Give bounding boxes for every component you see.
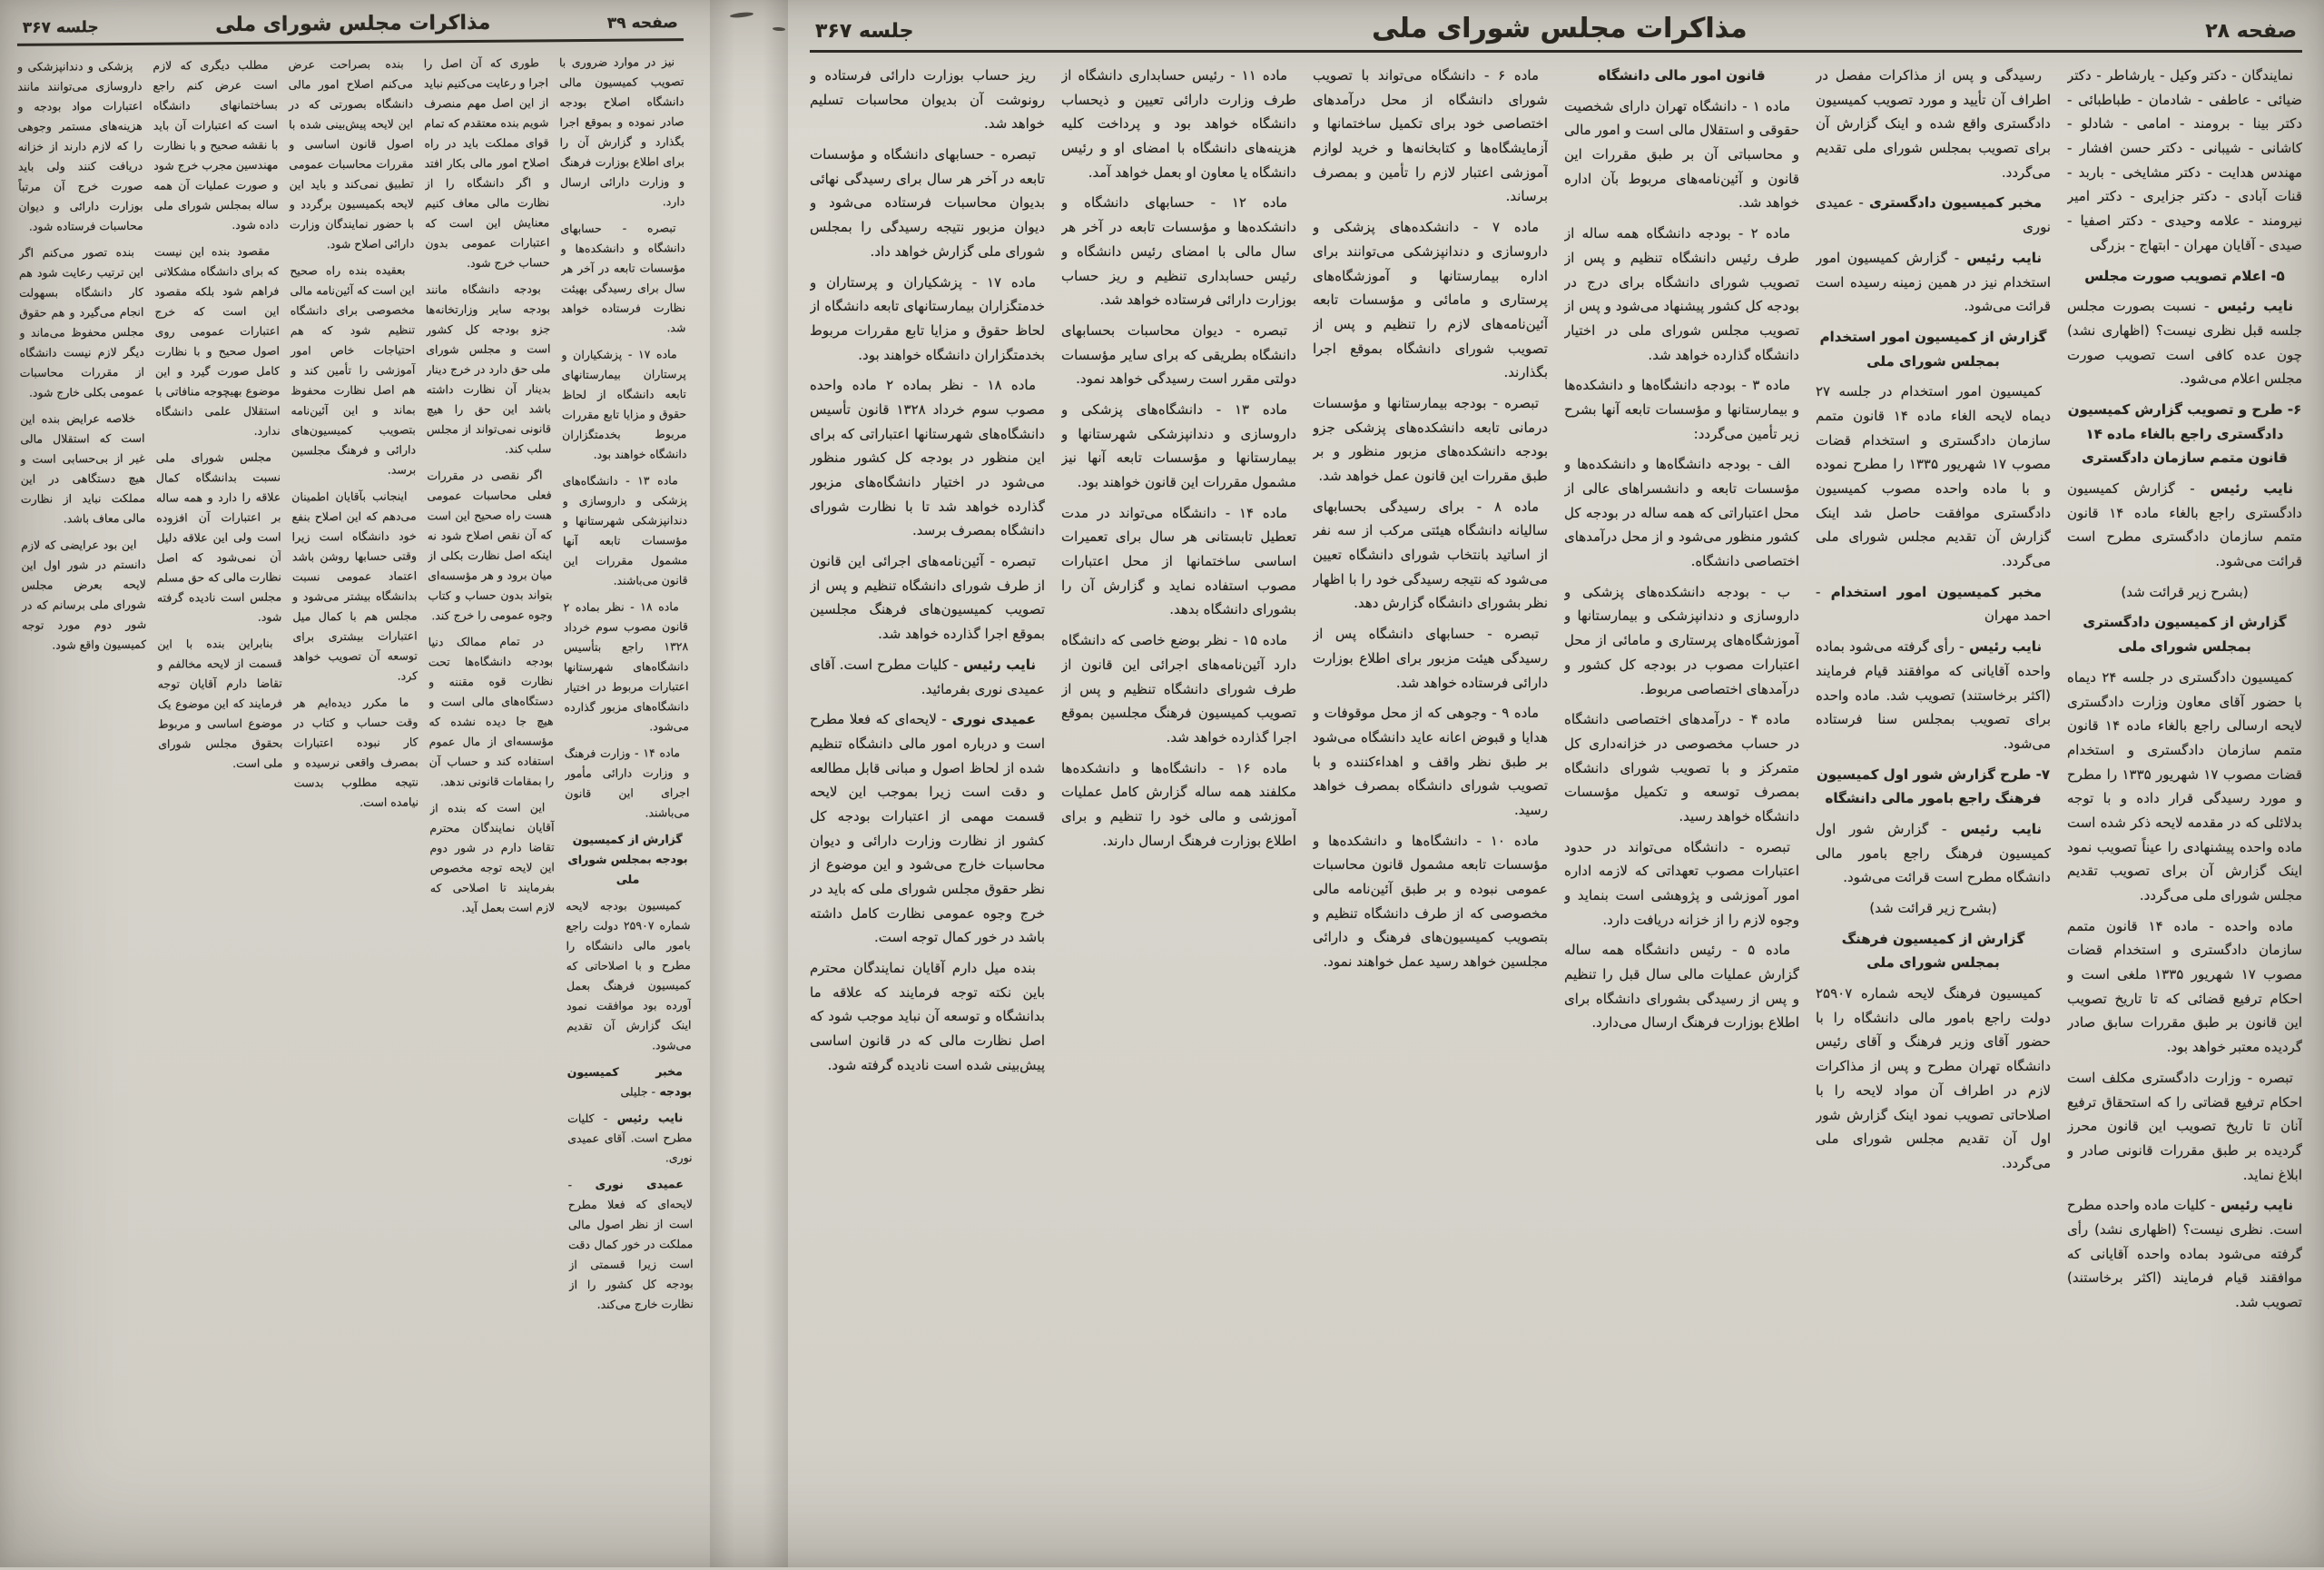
paragraph: این بود عرایضی که لازم دانستم در شور اول این لایحه بعرض مجلس شورای ملی برسانم که در شور دوم مورد توجه کمیسیون واقع شود. — [21, 537, 147, 652]
paragraph: طوری که آن اصل را اجرا و رعایت می‌کنیم نباید از این اصل مهم منصرف شویم بنده معتقدم که تمام قوای مملکت باید در راه اصلاح امور مالی بکار افتد و اگر دانشگاه را از نظارت مالی معاف کنیم معنایش این است که اعتبارات عمومی بدون حساب خرج شود. — [423, 55, 550, 271]
paragraph: ماده ۳ - بودجه دانشگاه‌ها و دانشکده‌ها و بیمارستانها و مؤسسات تابعه آنها بشرح زیر تأمین می‌گردد: — [1564, 377, 1799, 442]
paragraph: مقصود بنده این نیست که برای دانشگاه مشکلاتی فراهم شود بلکه مقصود این است که خرج اعتبارات عمومی روی اصول صحیح و با نظارت کامل صورت گیرد و این موضوع بهیچوجه منافاتی با استقلال علمی دانشگاه ندارد. — [153, 243, 281, 438]
paragraph: ما مکرر دیده‌ایم هر وقت حساب و کتاب در کار نبوده اعتبارات بمصرف واقعی نرسیده و نتیجه مطلوب بدست نیامده است. — [292, 695, 419, 809]
paragraph: تبصره - دانشگاه می‌تواند در حدود اعتبارات مصوب تعهداتی که لازمه اداره امور آموزشی و پژوهشی است بنماید و وجوه لازم را از خزانه دریافت دارد. — [1564, 838, 1799, 928]
paragraph: مطلب دیگری که لازم است عرض کنم راجع بساختمانهای دانشگاه است که اعتبارات آن باید با نقشه صحیح و با نظارت مهندسین مجرب خرج شود و صورت عملیات آن همه ساله بمجلس شورای ملی داده شود. — [153, 57, 279, 232]
speaker-name: نایب رئیس — [1946, 820, 2042, 837]
paragraph: ماده ۹ - وجوهی که از محل موقوفات و هدایا و قبوض اعانه عاید دانشگاه می‌شود بر طبق نظر واقف و اهداءکننده و با تصویب شورای دانشگاه بمصرف خواهد رسید. — [1313, 705, 1548, 818]
page-number: صفحه ۲۸ — [2205, 20, 2297, 43]
text-column — [810, 64, 1045, 1560]
page-number: صفحه ۳۹ — [606, 14, 678, 33]
paragraph: بنده تصور می‌کنم اگر این ترتیب رعایت شود هم کار دانشگاه بسهولت انجام می‌گیرد و هم حقوق مجلس محفوظ می‌ماند و دیگر لازم نیست دانشگاه از مقررات محاسبات عمومی بکلی خارج شود. — [18, 244, 145, 400]
paragraph: ماده ۱۰ - دانشگاه‌ها و دانشکده‌ها و مؤسسات تابعه مشمول قانون محاسبات عمومی نبوده و بر طبق آئین‌نامه مالی مخصوصی که از طرف دانشگاه تنظیم و بتصویب کمیسیون‌های فرهنگ و دارائی مجلسین خواهد رسید عمل خواهند نمود. — [1313, 832, 1548, 971]
speaker-name: عمیدی نوری — [572, 1177, 684, 1192]
paragraph: ماده ۲ - بودجه دانشگاه همه ساله از طرف رئیس دانشگاه تنظیم و پس از تصویب شورای دانشگاه برای درج در بودجه کل کشور پیشنهاد می‌شود و پس از تصویب مجلس شورای ملی در اختیار دانشگاه گذارده خواهد شد. — [1564, 225, 1799, 363]
paragraph: اینجانب بآقایان اطمینان می‌دهم که این اصلاح بنفع خود دانشگاه است زیرا وقتی حسابها روشن باشد اعتماد عمومی نسبت بدانشگاه بیشتر می‌شود و مجلس هم با کمال میل اعتبارات بیشتری برای توسعه آن تصویب خواهد کرد. — [291, 489, 419, 683]
paragraph: اگر نقصی در مقررات فعلی محاسبات عمومی هست راه صحیح این است که آن نقص اصلاح شود نه اینکه اصل نظارت بکلی از میان برود و هر مؤسسه‌ای بتواند بدون حساب و کتاب وجوه عمومی را خرج کند. — [427, 468, 553, 623]
text-columns — [17, 52, 695, 1563]
masthead: مذاکرات مجلس شورای ملی — [1372, 13, 1748, 44]
paragraph: ماده ۷ - دانشکده‌های پزشکی و داروسازی و دندانپزشکی می‌توانند برای اداره بیمارستانها و آموزشگاه‌های پرستاری و مامائی و مؤسسات تابعه آئین‌نامه‌های لازم را تنظیم و پس از تصویب شورای دانشگاه بموقع اجرا بگذارند. — [1313, 219, 1548, 381]
speaker-name: نایب رئیس — [958, 656, 1036, 673]
section-heading: ۶- طرح و تصویب گزارش کمیسیون دادگستری راجع بالغاء ماده ۱۴ قانون متمم سازمان دادگستری — [2067, 400, 2302, 467]
speech-paragraph: نایب رئیس - گزارش شور اول کمیسیون فرهنگ راجع بامور مالی دانشگاه مطرح است قرائت می‌شود. — [1816, 820, 2051, 886]
paragraph: ماده ۱۴ - دانشگاه می‌تواند در مدت تعطیل تابستانی هر سال برای تعمیرات اساسی ساختمانها از محل اعتبارات مصوب استفاده نماید و گزارش آن را بشورای دانشگاه بدهد. — [1061, 504, 1296, 618]
speech-paragraph: نایب رئیس - نسبت بصورت مجلس جلسه قبل نظری نیست؟ (اظهاری نشد) چون عده کافی است تصویب صورت مجلس اعلام می‌شود. — [2067, 298, 2302, 388]
speaker-name: نایب رئیس — [1959, 249, 2042, 266]
paragraph: ماده ۱۸ - نظر بماده ۲ ماده واحده مصوب سوم خرداد ۱۳۲۸ قانون تأسیس دانشگاه‌های شهرستانها اعتباراتی که برای این منظور در بودجه کل کشور منظور می‌شود در اختیار دانشگاه‌های مزبور گذارده خواهد شد تا با نظارت شورای دانشگاه بمصرف برسد. — [810, 377, 1045, 539]
text-columns — [810, 64, 2302, 1560]
paragraph: رسیدگی و پس از مذاکرات مفصل در اطراف آن تأیید و مورد تصویب کمیسیون دادگستری واقع شده و اینک گزارش آن برای تصویب بمجلس شورای ملی تقدیم می‌گردد. — [1816, 67, 2051, 181]
session-label: جلسه ۳۶۷ — [815, 20, 914, 43]
speech-paragraph: نایب رئیس - کلیات مطرح است. آقای عمیدی نوری بفرمائید. — [810, 656, 1045, 697]
speech-paragraph: مخبر کمیسیون امور استخدام - احمد مهران — [1816, 583, 2051, 625]
speaker-name: نایب رئیس — [2194, 480, 2293, 497]
paragraph: کمیسیون امور استخدام در جلسه ۲۷ دیماه لایحه الغاء ماده ۱۴ قانون متمم سازمان دادگستری و استخدام قضات مصوب ۱۷ شهریور ۱۳۳۵ را مطرح نموده و با ماده واحده مصوب کمیسیون دادگستری موافقت حاصل شد اینک گزارش آن تقدیم مجلس شورای ملی می‌گردد. — [1816, 383, 2051, 570]
paragraph: تبصره - حسابهای دانشگاه پس از رسیدگی هیئت مزبور برای اطلاع بوزارت دارائی فرستاده خواهد شد. — [1313, 626, 1548, 691]
paragraph: الف - بودجه دانشگاه‌ها و دانشکده‌ها و مؤسسات تابعه و دانشسراهای عالی از محل اعتباراتی که همه ساله در بودجه کل کشور منظور می‌شود و از محل درآمدهای اختصاصی دانشگاه. — [1564, 456, 1799, 570]
paragraph: ماده ۱ - دانشگاه تهران دارای شخصیت حقوقی و استقلال مالی است و امور مالی و محاسباتی آن بر طبق مقررات این قانون و آئین‌نامه‌های مربوط بآن اداره خواهد شد. — [1564, 97, 1799, 212]
text-column — [17, 56, 153, 1563]
speaker-name: نایب رئیس — [2209, 298, 2293, 315]
speech-paragraph: عمیدی نوری - لایحه‌ای که فعلا مطرح است و درباره امور مالی دانشگاه تنظیم شده از لحاظ اصول و مبانی قابل مطالعه و دقت است زیرا بموجب این لایحه قسمت مهمی از اعتبارات بودجه کل کشور از نظارت وزارت دارائی و دیوان محاسبات خارج می‌شود و این موضوع از نظر حقوق مجلس شورای ملی که باید در خرج وجوه عمومی نظارت کامل داشته باشد در خور کمال توجه است. — [810, 711, 1045, 946]
paragraph: بنده میل دارم آقایان نمایندگان محترم باین نکته توجه فرمایند که علاقه ما بدانشگاه و توسعه آن نباید موجب شود که اصل نظارت مالی که در قانون اساسی پیش‌بینی شده است نادیده گرفته شود. — [810, 960, 1045, 1073]
page-fold — [710, 0, 788, 1567]
paragraph: تبصره - آئین‌نامه‌های اجرائی این قانون از طرف شورای دانشگاه تنظیم و پس از تصویب کمیسیون‌های فرهنگ مجلسین بموقع اجرا گذارده خواهد شد. — [810, 553, 1045, 643]
paragraph: ماده ۱۷ - پزشکیاران و پرستاران بیمارستانهای تابعه دانشگاه از لحاظ حقوق و مزایا تابع مقررات مربوط بخدمتگزاران دانشگاه خواهند بود. — [561, 347, 687, 461]
masthead: مذاکرات مجلس شورای ملی — [215, 11, 491, 37]
paragraph: ریز حساب بوزارت دارائی فرستاده و رونوشت آن بدیوان محاسبات تسلیم خواهد شد. — [810, 67, 1045, 133]
paragraph: تبصره - حسابهای دانشگاه و مؤسسات تابعه در آخر هر سال برای رسیدگی نهائی بدیوان محاسبات فرستاده می‌شود و دیوان مزبور نتیجه رسیدگی را بمجلس شورای ملی گزارش خواهد داد. — [810, 146, 1045, 260]
text-column — [1816, 64, 2051, 1560]
paragraph: بودجه دانشگاه مانند بودجه سایر وزارتخانه‌ها جزو بودجه کل کشور است و مجلس شورای ملی حق دارد در خرج دینار بدینار آن نظارت داشته باشد این حق را هیچ قانونی نمی‌تواند از مجلس سلب کند. — [425, 281, 552, 456]
paragraph: تبصره - بودجه بیمارستانها و مؤسسات درمانی تابعه دانشکده‌های پزشکی جزو بودجه دانشکده‌های مزبور منظور و بر طبق مقررات این قانون عمل خواهد شد. — [1313, 394, 1548, 484]
paragraph: کمیسیون بودجه لایحه شماره ۲۵۹۰۷ دولت راجع بامور مالی دانشگاه را مطرح و با اصلاحاتی که کمیسیون فرهنگ بعمل آورده بود موافقت نمود اینک گزارش آن تقدیم می‌شود. — [566, 898, 692, 1052]
text-column — [153, 55, 289, 1562]
text-column — [1313, 64, 1548, 1560]
text-column — [424, 53, 560, 1559]
speech-paragraph: نایب رئیس - کلیات مطرح است. آقای عمیدی نوری. — [566, 1111, 693, 1165]
speaker-name: مخبر کمیسیون بودجه — [566, 1064, 693, 1099]
report-title: گزارش از کمیسیون امور استخدام بمجلس شورای ملی — [1819, 328, 2047, 370]
text-column — [2067, 64, 2302, 1560]
report-title: قانون امور مالی دانشگاه — [1598, 67, 1766, 84]
paragraph: ماده ۱۳ - دانشگاه‌های پزشکی و داروسازی و دندانپزشکی شهرستانها و بیمارستانها و مؤسسات تابعه آنها نیز مشمول مقررات این قانون خواهند بود. — [1061, 400, 1296, 490]
paragraph: این است که بنده از آقایان نمایندگان محترم تقاضا دارم در شور دوم این لایحه توجه مخصوص بفرمایند تا اصلاحی که لازم است بعمل آید. — [429, 800, 556, 915]
paragraph: ماده ۱۶ - دانشگاه‌ها و دانشکده‌ها مکلفند همه ساله گزارش کامل عملیات آموزشی و مالی خود را تنظیم و برای اطلاع بوزارت فرهنگ ارسال دارند. — [1061, 759, 1296, 849]
text-column — [288, 54, 424, 1560]
paragraph: تبصره - دیوان محاسبات بحسابهای دانشگاه بطریقی که برای سایر مؤسسات دولتی مقرر است رسیدگی خواهد نمود. — [1061, 321, 1296, 388]
paragraph: ماده ۱۷ - پزشکیاران و پرستاران و خدمتگزاران بیمارستانهای تابعه دانشگاه از لحاظ حقوق و مزایا تابع مقررات مربوط بخدمتگزاران دانشگاه خواهند بود. — [810, 273, 1045, 363]
page-right — [788, 0, 2324, 1567]
text-column — [1061, 64, 1296, 1560]
paragraph: ماده ۱۲ - حسابهای دانشگاه و دانشکده‌ها و مؤسسات تابعه در آخر هر سال مالی با امضای رئیس دانشگاه و رئیس حسابداری تنظیم و ریز حساب بوزارت دارائی فرستاده خواهد شد. — [1061, 194, 1296, 309]
paragraph: ماده ۱۱ - رئیس حسابداری دانشگاه از طرف وزارت دارائی تعیین و ذیحساب دانشگاه خواهد بود و پرداخت کلیه هزینه‌های دانشگاه با امضای او و رئیس دانشگاه یا معاون او بعمل خواهد آمد. — [1061, 67, 1296, 181]
session-label: جلسه ۳۶۷ — [22, 18, 99, 37]
paragraph: بعقیده بنده راه صحیح این است که آئین‌نامه مالی مخصوصی برای دانشگاه تنظیم شود که هم احتیاجات خاص امور آموزشی را تأمین کند و هم اصل نظارت محفوظ بماند و این آئین‌نامه بتصویب کمیسیون‌های دارائی و فرهنگ مجلسین برسد. — [290, 262, 417, 477]
speaker-name: نایب رئیس — [607, 1111, 684, 1125]
paragraph: بنده بصراحت عرض می‌کنم اصلاح امور مالی دانشگاه بصورتی که در این لایحه پیش‌بینی شده با اصول قانون اساسی و مقررات محاسبات عمومی تطبیق نمی‌کند و باید این لایحه بکمیسیون برگردد و با حضور نمایندگان وزارت دارائی اصلاح شود. — [288, 56, 415, 252]
centered-note: (بشرح زیر قرائت شد) — [2121, 583, 2249, 600]
speaker-name: مخبر کمیسیون دادگستری — [1863, 194, 2042, 212]
report-title: گزارش از کمیسیون دادگستری بمجلس شورای ملی — [2083, 614, 2287, 656]
page-header — [810, 13, 2302, 53]
speaker-name: نایب رئیس — [2215, 1197, 2293, 1214]
paragraph: تبصره - وزارت دادگستری مکلف است احکام ترفیع قضاتی را که استحقاق ترفیع آنان تا تاریخ تصویب این قانون محرز گردیده بر طبق مقررات قانونی صادر و ابلاغ نماید. — [2067, 1069, 2302, 1183]
speaker-name: عمیدی نوری — [946, 711, 1037, 728]
paragraph: مجلس شورای ملی نسبت بدانشگاه کمال علاقه را دارد و همه ساله بر اعتبارات آن افزوده است ولی این علاقه دلیل آن نمی‌شود که اصل نظارت مالی که حق مسلم مجلس است نادیده گرفته شود. — [155, 449, 282, 624]
speech-paragraph: نایب رئیس - رأی گرفته می‌شود بماده واحده آقایانی که موافقند قیام فرمایند (اکثر برخاستند) تصویب شد. ماده واحده برای تصویب بمجلس سنا فرستاده می‌شود. — [1816, 638, 2051, 752]
page-left — [0, 0, 717, 1570]
speech-paragraph: مخبر کمیسیون دادگستری - عمیدی نوری — [1816, 194, 2051, 236]
speech-paragraph: نایب رئیس - گزارش کمیسیون امور استخدام نیز در همین زمینه رسیده است قرائت می‌شود. — [1816, 249, 2051, 315]
paragraph: ماده ۱۸ - نظر بماده ۲ قانون مصوب سوم خرداد ۱۳۲۸ راجع بتأسیس دانشگاه‌های شهرستانها اعتبارات مربوط در اختیار دانشگاه‌های مزبور گذارده می‌شود. — [563, 599, 689, 734]
speech-paragraph: نایب رئیس - گزارش کمیسیون دادگستری راجع بالغاء ماده ۱۴ قانون متمم سازمان دادگستری مطرح است قرائت می‌شود. — [2067, 480, 2302, 570]
paragraph: ماده ۱۴ - وزارت فرهنگ و وزارت دارائی مأمور اجرای این قانون می‌باشند. — [564, 746, 690, 820]
paragraph: ب - بودجه دانشکده‌های پزشکی و داروسازی و دندانپزشکی و بیمارستانها و آموزشگاه‌های پرستاری و مامائی از محل اعتبارات مصوب در بودجه کل کشور و درآمدهای اختصاصی مربوط. — [1564, 583, 1799, 697]
text-column — [559, 52, 695, 1558]
paragraph: در تمام ممالک دنیا بودجه دانشگاه‌ها تحت نظارت قوه مقننه و دستگاه‌های مالی است و هیچ جا دیده نشده که مؤسسه‌ای از مال عموم استفاده کند و حساب آن را بمقامات قانونی ندهد. — [428, 634, 555, 789]
paragraph: کمیسیون فرهنگ لایحه شماره ۲۵۹۰۷ دولت راجع بامور مالی دانشگاه را با حضور آقای وزیر فرهنگ و آقای رئیس دانشگاه تهران مطرح و پس از مذاکرات لازم در اطراف آن مواد لایحه را با اصلاحاتی تصویب نمود اینک گزارش شور اول آن تقدیم مجلس شورای ملی می‌گردد. — [1816, 985, 2051, 1171]
paragraph: نمایندگان - دکتر وکیل - یارشاطر - دکتر ضیائی - عاطفی - شادمان - طباطبائی - دکتر بینا - برومند - امامی - شادلو - کاشانی - شیبانی - دکتر حسن افشار - مهندس هدایت - دکتر مشایخی - باربد - قنات آبادی - دکتر جزایری - دکتر امیر نیرومند - علامه وحیدی - دکتر اصفیا - صیدی - آقایان مهران - ابتهاج - بزرگی — [2067, 67, 2302, 253]
paragraph: ماده ۵ - رئیس دانشگاه همه ساله گزارش عملیات مالی سال قبل را تنظیم و پس از رسیدگی بشورای دانشگاه برای اطلاع بوزارت فرهنگ ارسال می‌دارد. — [1564, 942, 1799, 1032]
paragraph: پزشکی و دندانپزشکی و داروسازی می‌توانند مانند اعتبارات مواد بودجه و هزینه‌های مستمر وجوهی را که لازم دارند از خزانه دریافت کنند ولی باید صورت خرج آن مرتباً بوزارت دارائی و دیوان محاسبات فرستاده شود. — [17, 58, 143, 233]
text-column — [1564, 64, 1799, 1560]
speaker-name: نایب رئیس — [1964, 638, 2042, 656]
paragraph: کمیسیون دادگستری در جلسه ۲۴ دیماه با حضور آقای معاون وزارت دادگستری لایحه ارسالی راجع بالغاء ماده ۱۴ قانون متمم سازمان دادگستری و استخدام قضات مصوب ۱۷ شهریور ۱۳۳۵ را مطرح و مورد رسیدگی قرار داده و با توجه بدلائلی که در مقدمه لایحه ذکر شده است ماده واحده پیشنهادی را عیناً تصویب نمود اینک گزارش آن برای تصویب تقدیم مجلس شورای ملی می‌گردد. — [2067, 668, 2302, 903]
section-heading: ۵- اعلام تصویب صورت مجلس — [2084, 267, 2285, 284]
report-title: گزارش از کمیسیون بودجه بمجلس شورای ملی — [567, 832, 688, 886]
section-heading: ۷- طرح گزارش شور اول کمیسیون فرهنگ راجع بامور مالی دانشگاه — [1816, 765, 2051, 807]
page-header — [17, 10, 684, 46]
paragraph: تبصره - حسابهای دانشگاه و دانشکده‌ها و مؤسسات تابعه در آخر هر سال برای رسیدگی بهیئت نظارت فرستاده خواهد شد. — [560, 221, 686, 335]
speech-paragraph: عمیدی نوری - لایحه‌ای که فعلا مطرح است از نظر اصول مالی مملکت در خور کمال دقت است زیرا قسمتی از بودجه کل کشور را از نظارت خارج می‌کند. — [567, 1177, 694, 1311]
centered-note: (بشرح زیر قرائت شد) — [1869, 900, 1997, 916]
speaker-name: مخبر کمیسیون امور استخدام — [1820, 583, 2042, 600]
paragraph: ماده ۱۳ - دانشگاه‌های پزشکی و داروسازی و دندانپزشکی شهرستانها و مؤسسات تابعه آنها مشمول مقررات این قانون می‌باشند. — [562, 473, 688, 588]
paragraph: ماده ۶ - دانشگاه می‌تواند با تصویب شورای دانشگاه از محل درآمدهای اختصاصی خود برای تکمیل ساختمانها و آزمایشگاه‌ها و کتابخانه‌ها و خرید لوازم آموزشی اعتبار لازم را تأمین و بمصرف برساند. — [1313, 67, 1548, 205]
paragraph: ماده ۴ - درآمدهای اختصاصی دانشگاه در حساب مخصوصی در خزانه‌داری کل متمرکز و با تصویب شورای دانشگاه بمصرف توسعه و تکمیل مؤسسات دانشگاه خواهد رسید. — [1564, 711, 1799, 824]
paragraph: خلاصه عرایض بنده این است که استقلال مالی غیر از بی‌حسابی است و هیچ دستگاهی در این مملکت نباید از نظارت مالی معاف باشد. — [20, 410, 146, 526]
paragraph: ماده ۱۵ - نظر بوضع خاصی که دانشگاه دارد آئین‌نامه‌های اجرائی این قانون از طرف شورای دانشگاه تنظیم و پس از تصویب کمیسیون فرهنگ مجلسین بموقع اجرا گذارده خواهد شد. — [1061, 632, 1296, 746]
paragraph: ماده واحده - ماده ۱۴ قانون متمم سازمان دادگستری و استخدام قضات مصوب ۱۷ شهریور ۱۳۳۵ ملغی است و احکام ترفیع قضائی که تا تاریخ تصویب این قانون بر طبق مقررات سابق صادر گردیده معتبر خواهد بود. — [2067, 917, 2302, 1056]
paragraph: نیز در موارد ضروری با تصویب کمیسیون مالی دانشگاه اصلاح بودجه صادر نموده و بموقع اجرا بگذارد و گزارش آن را برای اطلاع بوزارت فرهنگ و وزارت دارائی ارسال دارد. — [558, 54, 685, 209]
paragraph: ماده ۸ - برای رسیدگی بحسابهای سالیانه دانشگاه هیئتی مرکب از سه نفر از اساتید بانتخاب شورای دانشگاه تعیین می‌شود که نتیجه رسیدگی خود را با اظهار نظر بشورای دانشگاه گزارش دهد. — [1313, 498, 1548, 612]
report-title: گزارش از کمیسیون فرهنگ بمجلس شورای ملی — [1841, 930, 2025, 972]
speech-paragraph: نایب رئیس - کلیات ماده واحده مطرح است. نظری نیست؟ (اظهاری نشد) رأی گرفته می‌شود بماده واحده آقایانی که موافقند قیام فرمایند (اکثر برخاستند) تصویب شد. — [2067, 1197, 2302, 1310]
speech-paragraph: مخبر کمیسیون بودجه - جلیلی — [566, 1064, 693, 1099]
paragraph: بنابراین بنده با این قسمت از لایحه مخالفم و تقاضا دارم آقایان توجه فرمایند که این موضوع یک موضوع اساسی و مربوط بحقوق مجلس شورای ملی است. — [157, 636, 283, 771]
